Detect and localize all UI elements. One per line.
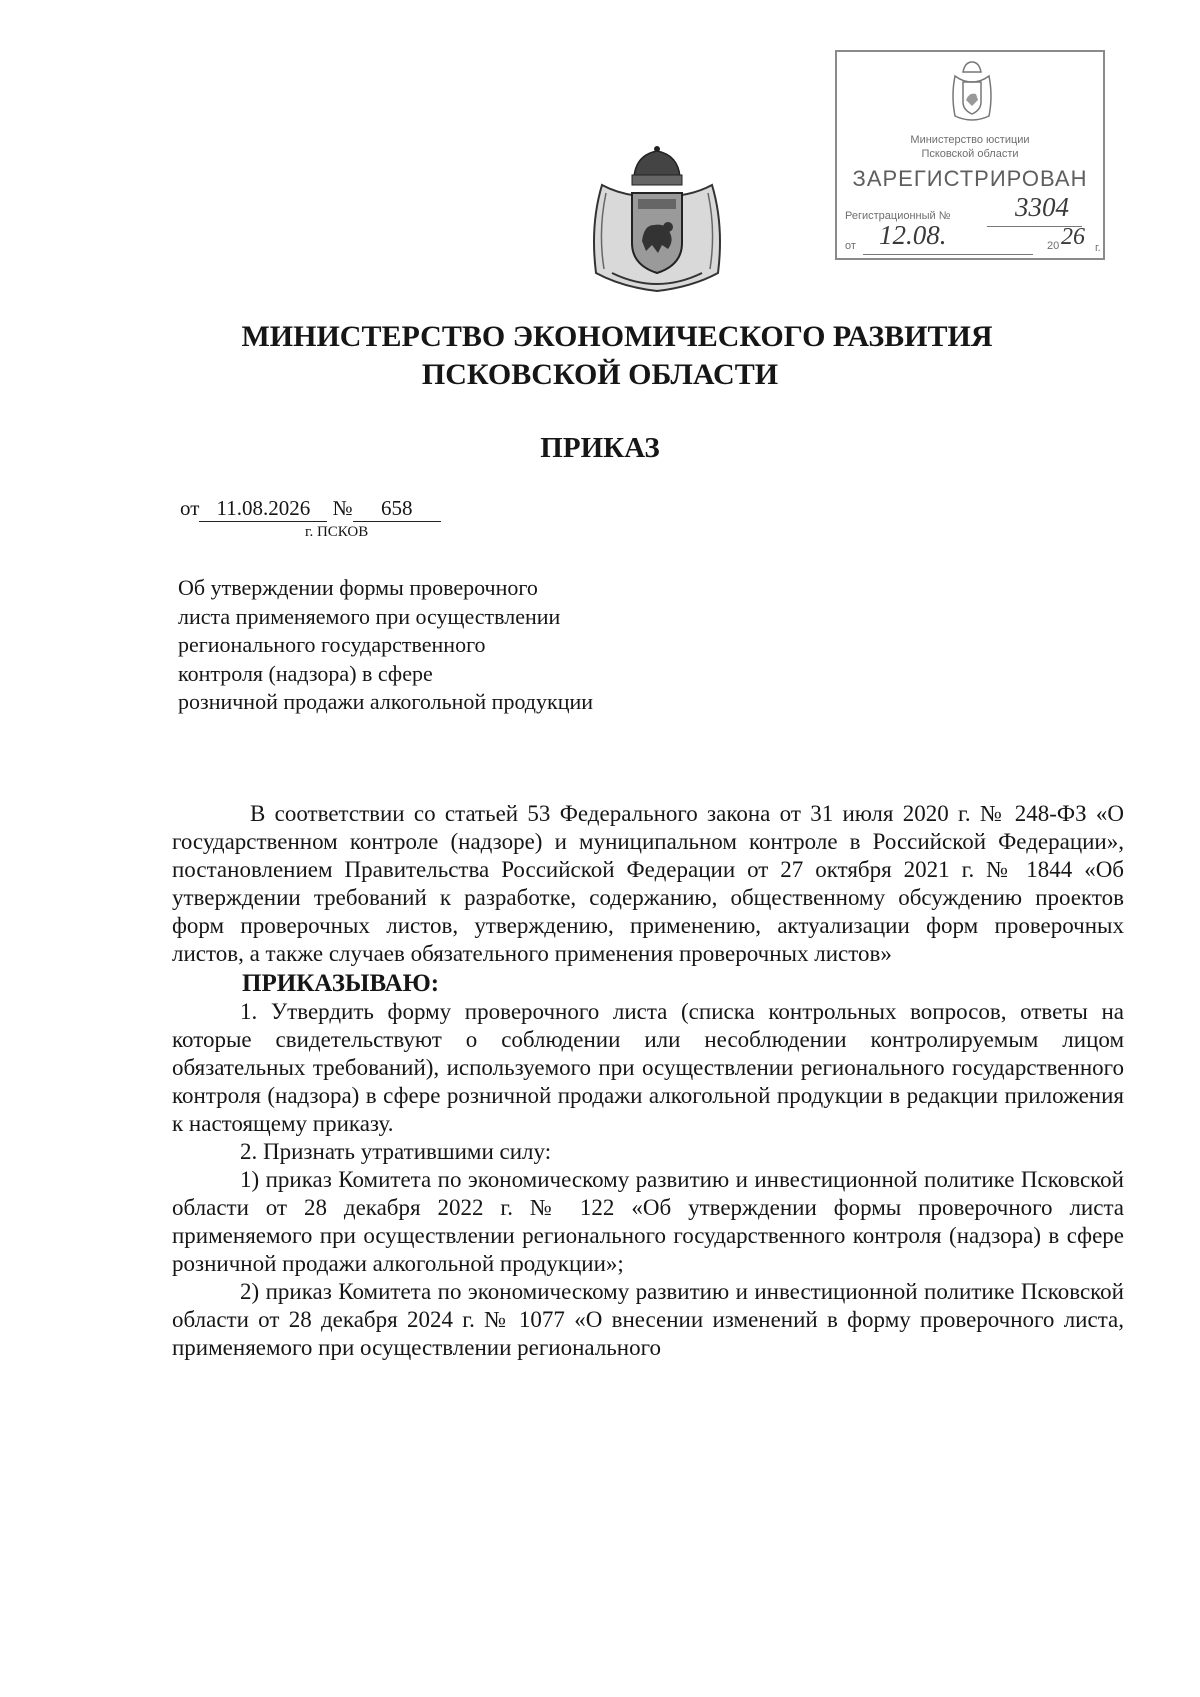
stamp-ministry-label: Министерство юстиции <box>910 134 1030 146</box>
stamp-coat-of-arms-icon <box>949 60 995 124</box>
coat-of-arms-icon <box>582 145 732 295</box>
order-body <box>172 800 1124 1362</box>
stamp-date: 12.08. <box>879 220 947 250</box>
city-label: г. ПСКОВ <box>305 524 369 540</box>
document-type: ПРИКАЗ <box>540 432 660 464</box>
stamp-reg-number: 3304 <box>1015 192 1069 222</box>
subject-line: розничной продажи алкогольной продукции <box>178 689 594 714</box>
item-2-1: 1) приказ Комитета по экономическому развитию и инвестиционной политике Псковской области от 28 декабря 2022 г. № 122 «Об утверждении формы проверочного листа применяемого при осуществлении регионального государственного контроля (надзора) в сфере розничной продажи алкогольной продукции»; <box>172 1167 1124 1276</box>
item-1: 1. Утвердить форму проверочного листа (списка контрольных вопросов, ответы на которые свидетельствуют о соблюдении или несоблюдении контролируемым лицом обязательных требований), используемого при осуществлении регионального государственного контроля (надзора) в сфере розничной продажи алкогольной продукции в редакции приложения к настоящему приказу. <box>172 999 1124 1136</box>
subject-line: листа применяемого при осуществлении <box>178 603 561 629</box>
order-date: 11.08.2026 <box>199 496 327 522</box>
date-prefix: от <box>180 496 200 520</box>
registration-stamp <box>835 50 1105 260</box>
order-number: 658 <box>353 496 441 522</box>
order-subject <box>178 574 593 717</box>
stamp-year-suffix: г. <box>1095 242 1101 254</box>
ministry-region: ПСКОВСКОЙ ОБЛАСТИ <box>421 358 779 391</box>
preamble-paragraph: В соответствии со статьей 53 Федерального закона от 31 июля 2020 г. № 248-ФЗ «О государственном контроле (надзоре) и муниципальном контроле в Российской Федерации», постановлением Правительства Российской Федерации от 27 октября 2021 г. № 1844 «Об утверждении требований к разработке, содержанию, общественному обсуждению проектов форм проверочных листов, утверждению, применению, актуализации форм проверочных листов, а также случаев обязательного применения проверочных листов» <box>172 801 1124 966</box>
stamp-year-prefix: 20 <box>1047 240 1060 252</box>
stamp-from-label: от <box>845 240 856 252</box>
number-sign: № <box>332 496 353 520</box>
subject-line: Об утверждении формы проверочного <box>178 575 538 600</box>
order-word: ПРИКАЗЫВАЮ: <box>242 970 440 997</box>
item-2: 2. Признать утратившими силу: <box>240 1139 552 1164</box>
item-2-2: 2) приказ Комитета по экономическому развитию и инвестиционной политике Псковской области от 28 декабря 2024 г. № 1077 «О внесении изменений в форму проверочного листа, применяемого при осуществлении регионального <box>172 1279 1124 1360</box>
stamp-reg-number-label: Регистрационный № <box>845 210 951 222</box>
subject-line: регионального государственного <box>178 632 486 657</box>
stamp-year: 26 <box>1061 224 1085 250</box>
stamp-date-underline <box>863 254 1033 255</box>
subject-line: контроля (надзора) в сфере <box>178 660 433 686</box>
stamp-status: ЗАРЕГИСТРИРОВАН <box>852 166 1088 191</box>
ministry-title: МИНИСТЕРСТВО ЭКОНОМИЧЕСКОГО РАЗВИТИЯ <box>241 320 993 353</box>
order-date-row <box>180 496 441 522</box>
stamp-region-label: Псковской области <box>921 148 1019 160</box>
